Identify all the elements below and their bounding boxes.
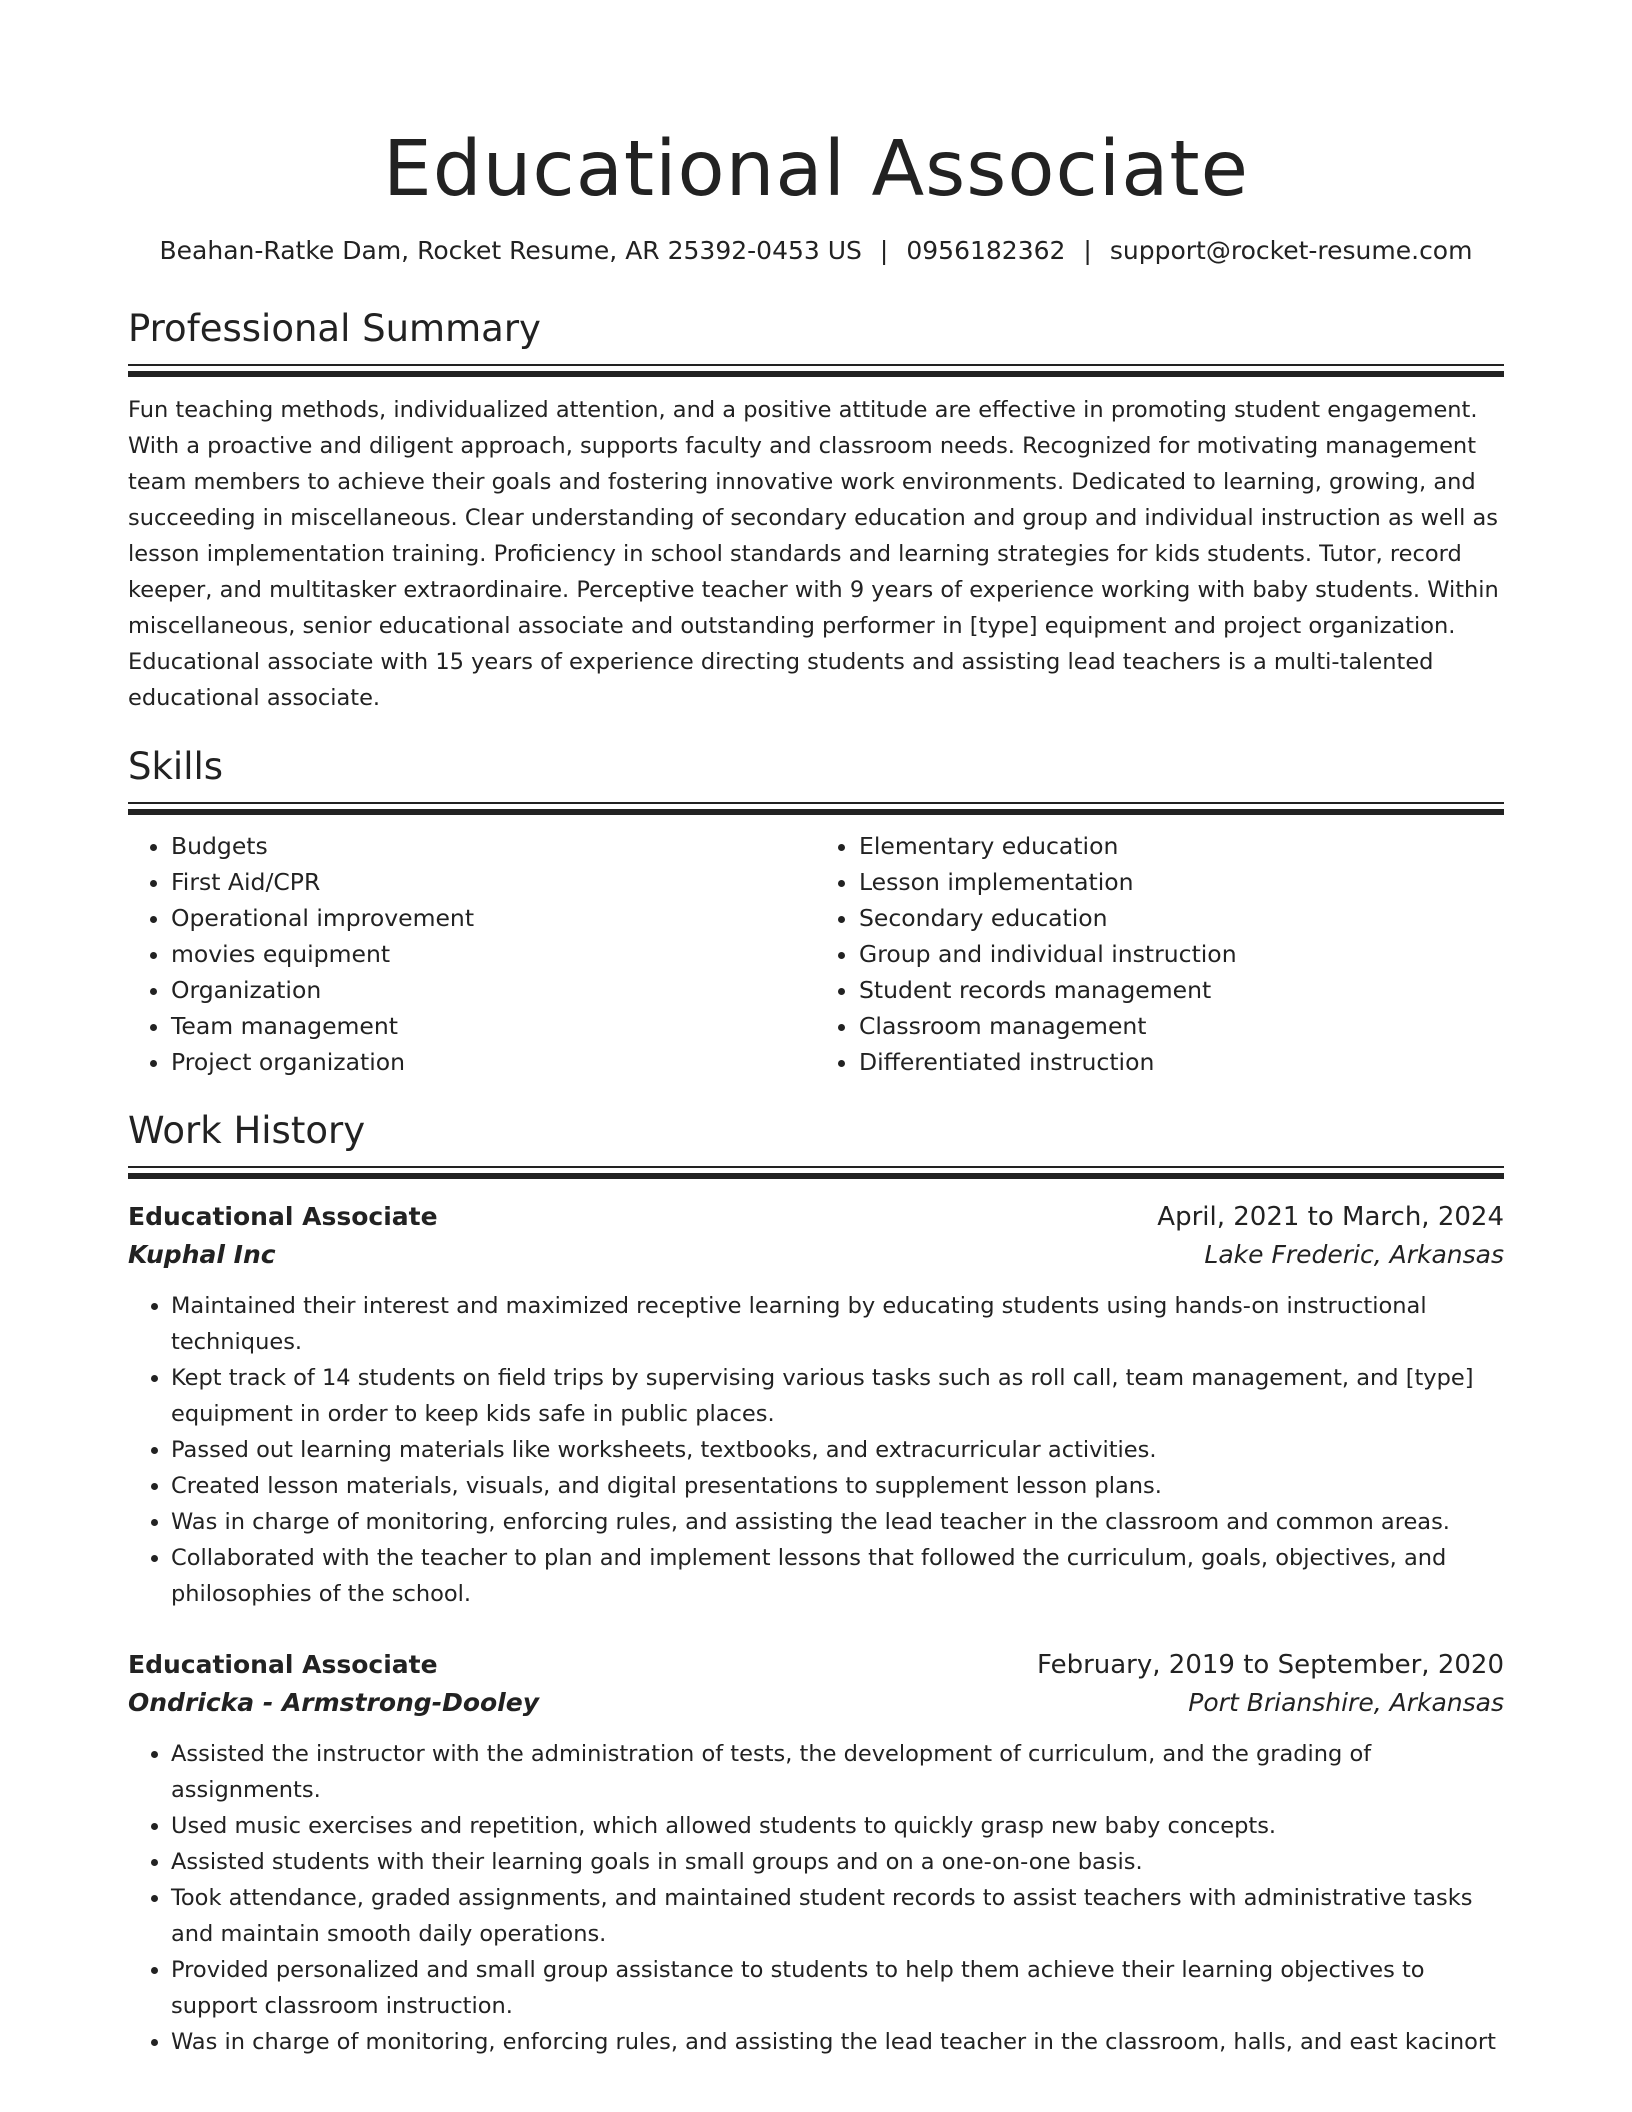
skill-item: • Operational improvement (171, 900, 816, 936)
job-bullets (128, 1736, 1504, 2060)
job-bullet: • Provided personalized and small group assistance to students to help them achieve their learning objectives to support classroom instruction. (171, 1952, 1504, 2024)
job-bullet: • Assisted the instructor with the administration of tests, the development of curriculum, and the grading of assignments. (171, 1736, 1504, 1808)
job-bullet: • Was in charge of monitoring, enforcing rules, and assisting the lead teacher in the classroom and common areas. (171, 1504, 1504, 1540)
job-bullet: • Created lesson materials, visuals, and digital presentations to supplement lesson plans. (171, 1468, 1504, 1504)
skills-columns (128, 828, 1504, 1080)
skill-item: • Elementary education (859, 828, 1504, 864)
job-header-row (128, 1646, 1504, 1684)
skill-item: • Secondary education (859, 900, 1504, 936)
summary-section (128, 306, 1504, 716)
work-history-section (128, 1108, 1504, 2060)
contact-separator: | (1083, 236, 1092, 265)
job-title: Educational Associate (128, 1202, 438, 1231)
skill-item: • Budgets (171, 828, 816, 864)
job-bullet: • Collaborated with the teacher to plan and implement lessons that followed the curriculum, goals, objectives, and philosophies of the school. (171, 1540, 1504, 1612)
skill-item: • movies equipment (171, 936, 816, 972)
job-bullet: • Kept track of 14 students on field trips by supervising various tasks such as roll call, team management, and [type] equipment in order to keep kids safe in public places. (171, 1360, 1504, 1432)
section-title-skills: Skills (128, 745, 224, 788)
job-bullet: • Passed out learning materials like worksheets, textbooks, and extracurricular activities. (171, 1432, 1504, 1468)
job-bullet: • Was in charge of monitoring, enforcing rules, and assisting the lead teacher in the classroom, halls, and east kacinort (171, 2024, 1504, 2060)
job-location: Port Brianshire, Arkansas (1188, 1688, 1504, 1717)
section-divider (128, 802, 1504, 816)
job-dates: April, 2021 to March, 2024 (1157, 1202, 1504, 1232)
skill-item: • First Aid/CPR (171, 864, 816, 900)
job-company-row (128, 1236, 1504, 1274)
job-bullet: • Assisted students with their learning goals in small groups and on a one-on-one basis. (171, 1844, 1504, 1880)
contact-line (128, 234, 1504, 268)
skill-item: • Lesson implementation (859, 864, 1504, 900)
job-bullet: • Maintained their interest and maximized receptive learning by educating students using hands-on instructional techniques. (171, 1288, 1504, 1360)
resume-name: Educational Associate (383, 125, 1249, 214)
job-company: Ondricka - Armstrong-Dooley (128, 1688, 539, 1717)
section-divider (128, 364, 1504, 378)
job-entry (128, 1198, 1504, 1612)
skills-section (128, 744, 1504, 1080)
job-company-row (128, 1684, 1504, 1722)
skills-list-right (816, 828, 1504, 1080)
job-bullet: • Took attendance, graded assignments, and maintained student records to assist teachers with administrative tasks and maintain smooth daily operations. (171, 1880, 1504, 1952)
job-location: Lake Frederic, Arkansas (1204, 1240, 1504, 1269)
summary-text: Fun teaching methods, individualized attention, and a positive attitude are effective in promoting student engagement. With a proactive and diligent approach, supports faculty and classroom needs. Recognized for motivating management team members to achieve their goals and fostering innovative work environments. Dedicated to learning, growing, and succeeding in miscellaneous. Clear understanding of secondary education and group and individual instruction as well as lesson implementation training. Proficiency in school standards and learning strategies for kids students. Tutor, record keeper, and multitasker extraordinaire. Perceptive teacher with 9 years of experience working with baby students. Within miscellaneous, senior educational associate and outstanding performer in [type] equipment and project organization. Educational associate with 15 years of experience directing students and assisting lead teachers is a multi-talented educational associate. (128, 397, 1499, 711)
skill-item: • Classroom management (859, 1008, 1504, 1044)
skill-item: • Student records management (859, 972, 1504, 1008)
section-title-summary: Professional Summary (128, 307, 541, 350)
contact-separator: | (879, 236, 889, 265)
skill-item: • Project organization (171, 1044, 816, 1080)
skill-item: • Team management (171, 1008, 816, 1044)
job-title: Educational Associate (128, 1650, 438, 1679)
job-bullet: • Used music exercises and repetition, which allowed students to quickly grasp new baby concepts. (171, 1808, 1504, 1844)
section-divider (128, 1166, 1504, 1180)
job-entry (128, 1646, 1504, 2060)
job-header-row (128, 1198, 1504, 1236)
section-title-work-history: Work History (128, 1109, 366, 1152)
job-company: Kuphal Inc (128, 1240, 276, 1269)
job-bullets (128, 1288, 1504, 1612)
skill-item: • Differentiated instruction (859, 1044, 1504, 1080)
contact-phone: 0956182362 (906, 236, 1066, 265)
job-dates: February, 2019 to September, 2020 (1037, 1650, 1504, 1680)
skill-item: • Organization (171, 972, 816, 1008)
contact-address: Beahan-Ratke Dam, Rocket Resume, AR 25392-0453 US (159, 236, 862, 265)
skills-list-left (128, 828, 816, 1080)
contact-email: support@rocket-resume.com (1109, 236, 1473, 265)
resume-page (128, 0, 1504, 2060)
skill-item: • Group and individual instruction (859, 936, 1504, 972)
